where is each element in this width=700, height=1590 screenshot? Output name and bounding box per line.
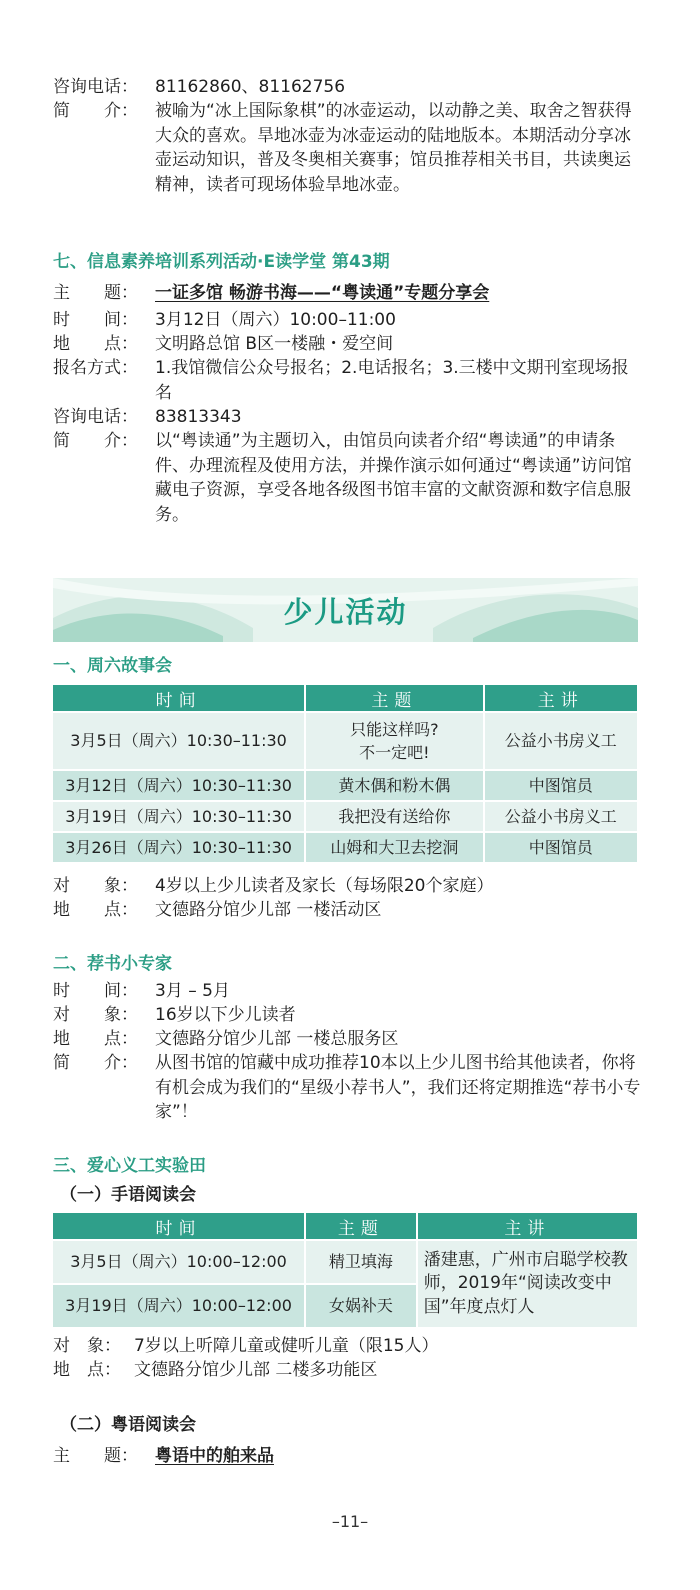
cell-topic: 我把没有送给你 [306,802,482,831]
intro-value: 被喻为“冰上国际象棋”的冰壶运动，以动静之美、取舍之智获得大众的喜欢。旱地冰壶为冰壶运动的陆地版本。本期活动分享冰壶运动知识，普及冬奥相关赛事；馆员推荐相关书目，共读奥运精神，读者可现场体验旱地冰壶。 [155,101,632,195]
phone-value: 83813343 [155,407,242,427]
place-value: 文德路分馆少儿部 二楼多功能区 [134,1360,378,1380]
phone-label: 咨询电话： [53,77,138,97]
cell-speaker: 潘建惠，广州市启聪学校教师，2019年“阅读改变中国”年度点灯人 [418,1241,637,1327]
intro-label: 简 介： [53,431,138,451]
table-row [53,1241,637,1283]
cell-time: 3月19日（周六）10:30–11:30 [53,802,304,831]
cell-time: 3月5日（周六）10:00–12:00 [53,1241,304,1283]
audience-value: 7岁以上听障儿童或健听儿童（限15人） [134,1336,439,1356]
audience-label: 对 象： [53,1336,121,1356]
table-row [53,833,637,862]
theme-value: 粤语中的舶来品 [155,1446,274,1466]
intro-label: 简 介： [53,1053,138,1073]
audience-value: 4岁以上少儿读者及家长（每场限20个家庭） [155,876,494,896]
time-label: 时 间： [53,310,138,330]
cell-speaker: 中图馆员 [485,833,637,862]
subsection-heading: （二）粤语阅读会 [60,1415,196,1435]
section-heading: 二、荐书小专家 [53,954,172,974]
cell-time: 3月5日（周六）10:30–11:30 [53,713,304,769]
table-row [53,713,637,769]
col-header-time: 时间 [53,685,304,711]
cell-time: 3月19日（周六）10:00–12:00 [53,1285,304,1327]
place-value: 文明路总馆 B区一楼融・爱空间 [155,334,394,354]
banner-title: 少儿活动 [283,595,408,629]
section-banner [53,578,638,642]
story-table [51,683,639,864]
theme-label: 主 题： [53,283,138,303]
section-heading: 一、周六故事会 [53,656,172,676]
col-header-speaker: 主讲 [485,685,637,711]
audience-label: 对 象： [53,876,138,896]
place-value: 文德路分馆少儿部 一楼总服务区 [155,1029,399,1049]
subsection-heading: （一）手语阅读会 [60,1185,196,1205]
cell-speaker: 中图馆员 [485,771,637,800]
audience-value: 16岁以下少儿读者 [155,1005,296,1025]
place-value: 文德路分馆少儿部 一楼活动区 [155,900,382,920]
col-header-topic: 主题 [306,685,482,711]
time-value: 3月12日（周六）10:00–11:00 [155,310,396,330]
intro-label: 简 介： [53,101,138,121]
cell-time: 3月12日（周六）10:30–11:30 [53,771,304,800]
phone-value: 81162860、81162756 [155,77,346,97]
phone-label: 咨询电话： [53,407,138,427]
col-header-time: 时间 [53,1213,304,1239]
place-label: 地 点： [53,334,138,354]
place-label: 地 点： [53,900,138,920]
table-row [53,771,637,800]
table-row [53,802,637,831]
cell-time: 3月26日（周六）10:30–11:30 [53,833,304,862]
signup-value: 1.我馆微信公众号报名；2.电话报名；3.三楼中文期刊室现场报名 [155,358,629,403]
page-number: –11– [331,1512,369,1531]
col-header-speaker: 主讲 [418,1213,637,1239]
col-header-topic: 主题 [306,1213,416,1239]
signup-label: 报名方式： [53,358,138,378]
section-heading: 三、爱心义工实验田 [53,1156,206,1176]
cell-speaker: 公益小书房义工 [485,802,637,831]
cell-speaker: 公益小书房义工 [485,713,637,769]
intro-value: 从图书馆的馆藏中成功推荐10本以上少儿图书给其他读者，你将有机会成为我们的“星级小荐书人”，我们还将定期推选“荐书小专家”！ [155,1053,641,1122]
cell-topic: 只能这样吗? 不一定吧! [306,713,482,769]
place-label: 地 点： [53,1360,121,1380]
intro-value: 以“粤读通”为主题切入，由馆员向读者介绍“粤读通”的申请条件、办理流程及使用方法，并操作演示如何通过“粤读通”访问馆藏电子资源，享受各地各级图书馆丰富的文献资源和数字信息服务。 [155,431,632,525]
sign-language-table [51,1211,639,1329]
cell-topic: 女娲补天 [306,1285,416,1327]
cell-topic: 山姆和大卫去挖洞 [306,833,482,862]
cell-topic: 黄木偶和粉木偶 [306,771,482,800]
theme-value: 一证多馆 畅游书海——“粤读通”专题分享会 [155,283,490,303]
time-value: 3月 – 5月 [155,981,230,1001]
cell-topic: 精卫填海 [306,1241,416,1283]
place-label: 地 点： [53,1029,138,1049]
audience-label: 对 象： [53,1005,138,1025]
time-label: 时 间： [53,981,138,1001]
section-heading: 七、信息素养培训系列活动·E读学堂 第43期 [53,252,390,272]
theme-label: 主 题： [53,1446,138,1466]
